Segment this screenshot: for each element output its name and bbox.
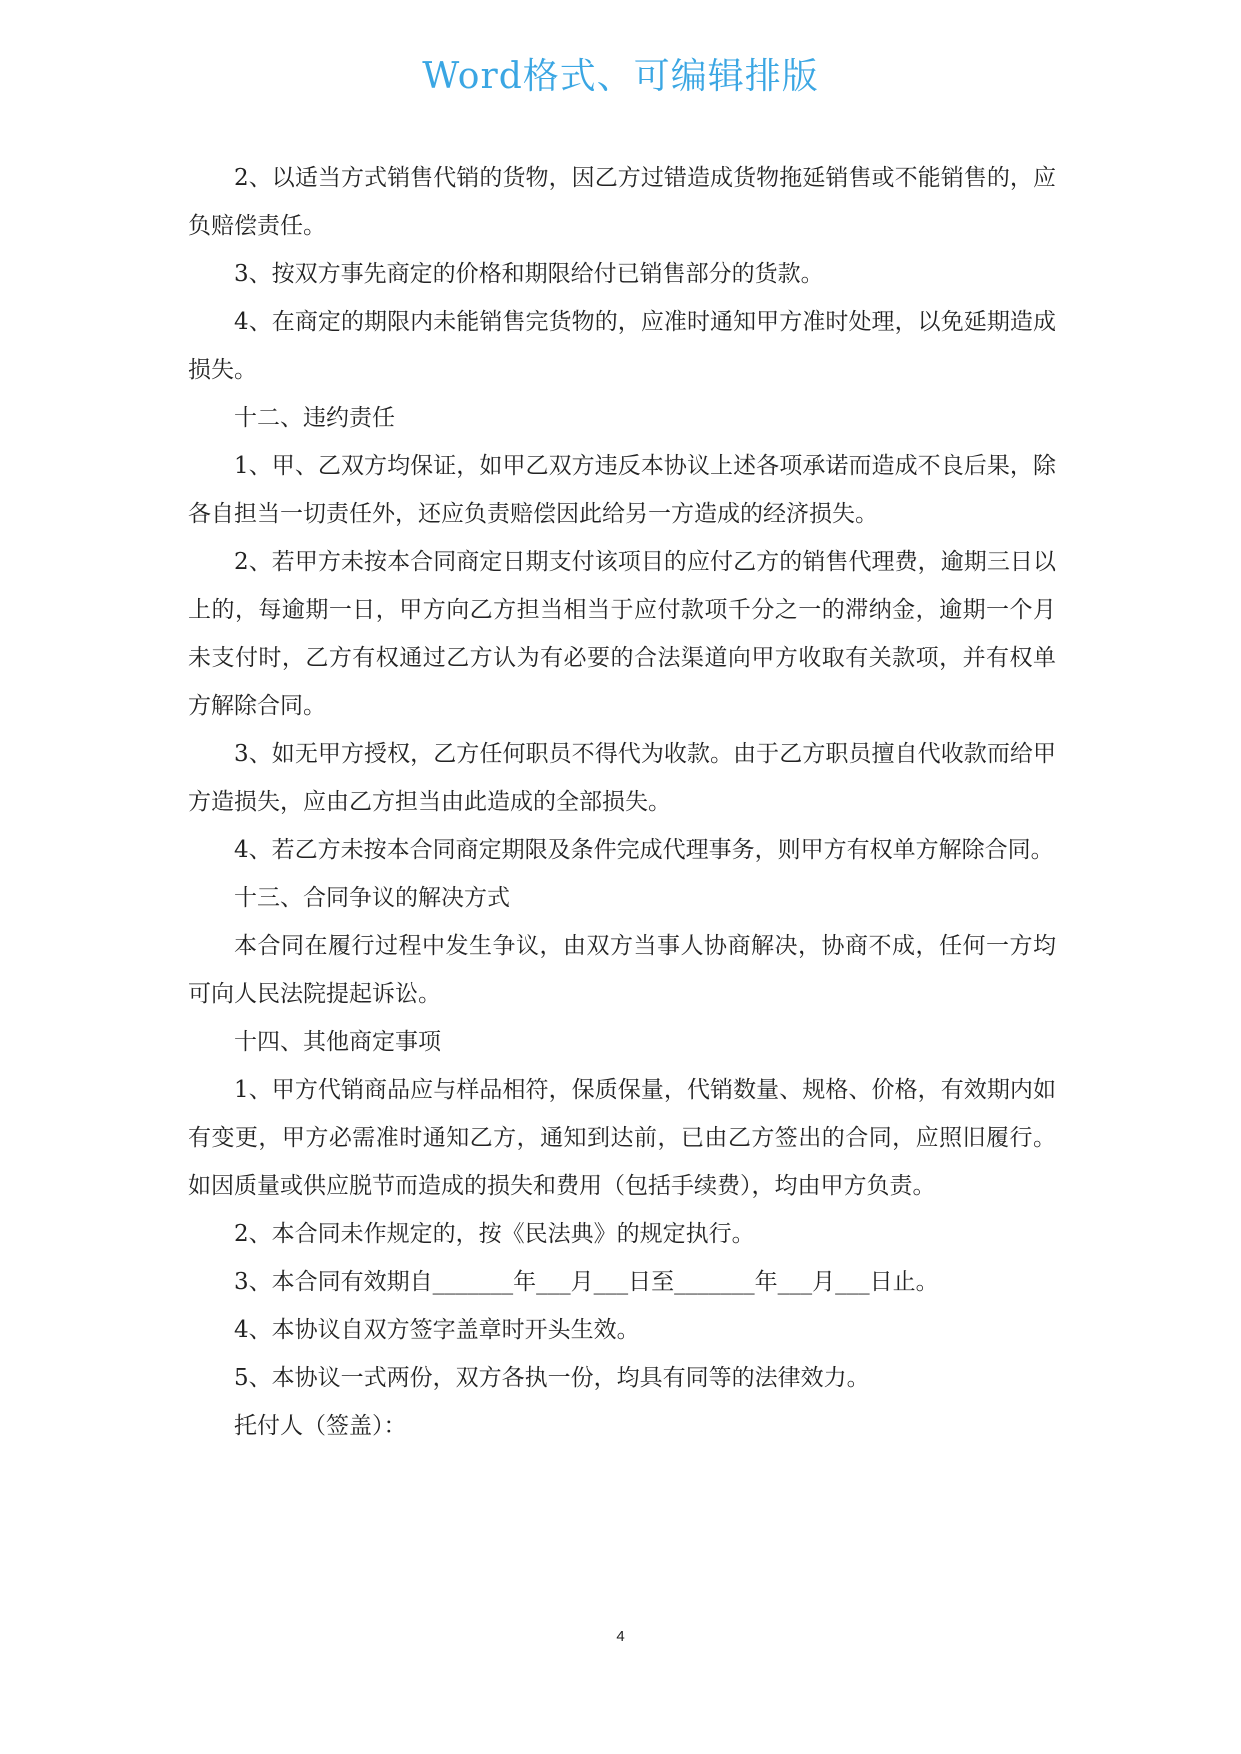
page-header-title: Word格式、可编辑排版 (422, 56, 819, 97)
paragraph: 4、在商定的期限内未能销售完货物的，应准时通知甲方准时处理，以免延期造成损失。 (188, 309, 1056, 383)
paragraph: 4、本协议自双方签字盖章时开头生效。 (234, 1317, 640, 1343)
paragraph: 4、若乙方未按本合同商定期限及条件完成代理事务，则甲方有权单方解除合同。 (234, 837, 1054, 863)
paragraph: 本合同在履行过程中发生争议，由双方当事人协商解决，协商不成，任何一方均可向人民法院提起诉讼。 (188, 933, 1056, 1007)
paragraph: 3、如无甲方授权，乙方任何职员不得代为收款。由于乙方职员擅自代收款而给甲方造损失，应由乙方担当由此造成的全部损失。 (188, 741, 1056, 815)
signature-line: 托付人（签盖）： (234, 1413, 407, 1439)
section-heading: 十三、合同争议的解决方式 (234, 885, 510, 911)
section-heading: 十二、违约责任 (234, 405, 395, 431)
page-number: 4 (616, 1628, 625, 1645)
document-body (188, 154, 1056, 1450)
paragraph: 2、本合同未作规定的，按《民法典》的规定执行。 (234, 1221, 755, 1247)
paragraph: 3、按双方事先商定的价格和期限给付已销售部分的货款。 (234, 261, 824, 287)
section-heading: 十四、其他商定事项 (234, 1029, 441, 1055)
paragraph: 2、以适当方式销售代销的货物，因乙方过错造成货物拖延销售或不能销售的，应负赔偿责任。 (188, 165, 1056, 239)
paragraph: 1、甲方代销商品应与样品相符，保质保量，代销数量、规格、价格，有效期内如有变更，甲方必需准时通知乙方，通知到达前，已由乙方签出的合同，应照旧履行。如因质量或供应脱节而造成的损失和费用（包括手续费），均由甲方负责。 (188, 1077, 1056, 1199)
paragraph: 2、若甲方未按本合同商定日期支付该项目的应付乙方的销售代理费，逾期三日以上的，每逾期一日，甲方向乙方担当相当于应付款项千分之一的滞纳金，逾期一个月未支付时，乙方有权通过乙方认为有必要的合法渠道向甲方收取有关款项，并有权单方解除合同。 (188, 549, 1056, 719)
paragraph: 3、本合同有效期自_______年___月___日至_______年___月___日止。 (234, 1269, 939, 1295)
paragraph: 5、本协议一式两份，双方各执一份，均具有同等的法律效力。 (234, 1365, 870, 1391)
paragraph: 1、甲、乙双方均保证，如甲乙双方违反本协议上述各项承诺而造成不良后果，除各自担当一切责任外，还应负责赔偿因此给另一方造成的经济损失。 (188, 453, 1056, 527)
